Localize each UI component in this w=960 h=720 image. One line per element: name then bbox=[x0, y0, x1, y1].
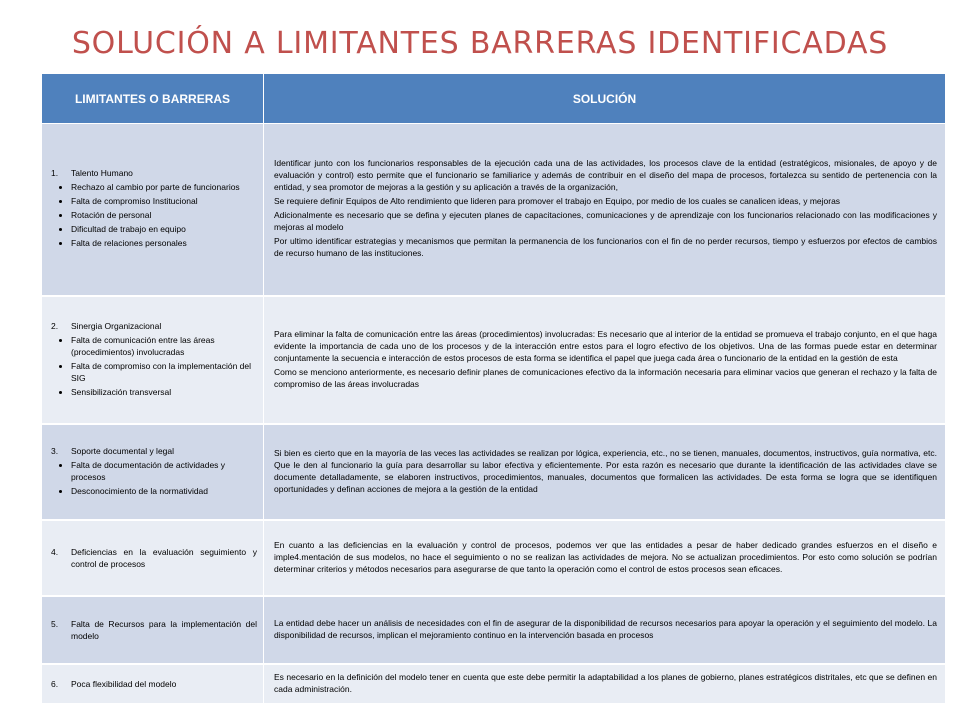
list-item: • Falta de compromiso Institucional bbox=[71, 195, 257, 207]
barrier-title-text: Poca flexibilidad del modelo bbox=[71, 678, 177, 689]
solution-cell bbox=[264, 124, 946, 296]
list-item: • Dificultad de trabajo en equipo bbox=[71, 223, 257, 235]
header-limitantes: LIMITANTES O BARRERAS bbox=[42, 74, 264, 124]
solution-cell bbox=[264, 520, 946, 596]
table-row bbox=[42, 520, 946, 596]
list-item: • Desconocimiento de la normatividad bbox=[71, 485, 257, 497]
table-row bbox=[42, 596, 946, 664]
barrier-number: 1. bbox=[51, 168, 59, 179]
barrier-title-text: Sinergia Organizacional bbox=[71, 320, 162, 331]
barriers-solutions-table bbox=[41, 73, 946, 705]
barrier-title-text: Soporte documental y legal bbox=[71, 445, 175, 456]
solution-paragraph: Adicionalmente es necesario que se defina y ejecuten planes de capacitaciones, comunicaciones y de aprendizaje con los funcionarios relacionado con las modificaciones y mejoras al modelo bbox=[274, 210, 937, 233]
barrier-title bbox=[51, 546, 257, 570]
barrier-title bbox=[51, 167, 257, 179]
barrier-cell bbox=[42, 664, 264, 704]
barrier-number: 6. bbox=[51, 678, 59, 689]
slide-title: SOLUCIÓN A LIMITANTES BARRERAS IDENTIFICADAS bbox=[71, 26, 889, 61]
barrier-cell bbox=[42, 596, 264, 664]
list-item: • Rechazo al cambio por parte de funcionarios bbox=[71, 181, 257, 193]
barrier-bullet-list bbox=[51, 459, 257, 497]
list-item: • Falta de documentación de actividades y procesos bbox=[71, 459, 257, 483]
barrier-title bbox=[51, 320, 257, 332]
solution-paragraph: Por ultimo identificar estrategias y mecanismos que permitan la permanencia de los funcionarios con el fin de no perder recursos, tiempo y esfuerzos por efectos de cambios de recurso humano de las instituciones. bbox=[274, 236, 937, 259]
barrier-title-text: Talento Humano bbox=[71, 168, 133, 179]
barrier-bullet-list bbox=[51, 181, 257, 249]
barrier-cell bbox=[42, 424, 264, 520]
barrier-number: 4. bbox=[51, 546, 59, 557]
solution-cell bbox=[264, 596, 946, 664]
barrier-number: 2. bbox=[51, 320, 59, 331]
header-solucion: SOLUCIÓN bbox=[264, 74, 946, 124]
list-item: • Falta de comunicación entre las áreas (procedimientos) involucradas bbox=[71, 334, 257, 358]
table-row bbox=[42, 424, 946, 520]
barrier-number: 5. bbox=[51, 618, 59, 629]
barrier-cell bbox=[42, 520, 264, 596]
solution-paragraph: Identificar junto con los funcionarios responsables de la ejecución cada una de las actividades, los procesos clave de la entidad (estratégicos, misionales, de apoyo y de evaluación y control) esto permite que el funcionario se familiarice y además de contribuir en el diseño del mapa de procesos, fortalezca su sentido de pertenencia con la entidad, y sea promotor de mejoras a la gestión y su aplicación a través de la organización, bbox=[274, 158, 937, 193]
solution-paragraph: La entidad debe hacer un análisis de necesidades con el fin de asegurar de la disponibilidad de recursos necesarios para apoyar la operación y el seguimiento del modelo. La disponibilidad de recursos, implican el mejoramiento continuo en la intervención basada en procesos bbox=[274, 617, 937, 640]
solution-paragraph: Si bien es cierto que en la mayoría de las veces las actividades se realizan por lógica, experiencia, etc., no se tienen, manuales, documentos, instructivos, guía normativa, etc. Que le den al funcionario la guía para desarrollar su labor efectiva y eficientemente. Por esta razón es necesario que durante la identificación de las actividades clave se documente detalladamente, se elaboren instructivos, procedimientos, manuales, documentos que formalicen las actividades. De esta forma se logra que se identifiquen oportunidades y definan acciones de mejora a la gestión de la entidad bbox=[274, 447, 937, 494]
barrier-title-text: Falta de Recursos para la implementación del modelo bbox=[71, 618, 257, 641]
solution-paragraph: Como se menciono anteriormente, es necesario definir planes de comunicaciones efectivo da la información necesaria para eliminar vacios que generan el rechazo y la falta de compromiso de las áreas involucradas bbox=[274, 366, 937, 389]
table-row bbox=[42, 664, 946, 704]
list-item: • Falta de relaciones personales bbox=[71, 237, 257, 249]
solution-cell bbox=[264, 296, 946, 424]
barrier-title bbox=[51, 618, 257, 642]
table-row bbox=[42, 124, 946, 296]
solution-cell bbox=[264, 424, 946, 520]
barrier-title bbox=[51, 445, 257, 457]
solution-paragraph: Se requiere definir Equipos de Alto rendimiento que lideren para promover el trabajo en Equipo, por medio de los cuales se canalicen ideas, y mejoras bbox=[274, 196, 841, 207]
solution-paragraph: Para eliminar la falta de comunicación entre las áreas (procedimientos) involucradas: Es necesario que al interior de la entidad se promueva el trabajo conjunto, en el que haga evidente la importancia de cada uno de los procesos y de la interacción entre estos para el logro efectivo de los objetivos. Una de las formas puede estar en determinar conjuntamente la secuencia e interacción de estos procesos de esta forma se identifica el papel que juega cada área o funcionario de la entidad en la gestión de esta bbox=[274, 328, 937, 363]
barrier-cell bbox=[42, 296, 264, 424]
list-item: • Sensibilización transversal bbox=[71, 386, 257, 398]
barrier-title bbox=[51, 678, 257, 690]
table-row bbox=[42, 296, 946, 424]
barrier-bullet-list bbox=[51, 334, 257, 398]
list-item: • Falta de compromiso con la implementación del SIG bbox=[71, 360, 257, 384]
solution-cell bbox=[264, 664, 946, 704]
solution-paragraph: Es necesario en la definición del modelo tener en cuenta que este debe permitir la adaptabilidad a los planes de gobierno, planes estratégicos distritales, etc que se definen en cada administración. bbox=[274, 671, 937, 694]
list-item: • Rotación de personal bbox=[71, 209, 257, 221]
barrier-cell bbox=[42, 124, 264, 296]
table-header-row bbox=[42, 74, 946, 124]
barrier-number: 3. bbox=[51, 445, 59, 456]
solution-paragraph: En cuanto a las deficiencias en la evaluación y control de procesos, podemos ver que las entidades a pesar de haber dedicado grandes esfuerzos en el diseño e imple4.mentación de sus modelos, no hace el seguimiento o no se realizan las actividades de mejora. No se actualizan procedimientos. Por esto como solución se podrían determinar criterios y métodos necesarios para asegurarse de que tanto la operación como el control de estos procesos sean eficaces. bbox=[274, 539, 937, 574]
barrier-title-text: Deficiencias en la evaluación seguimiento y control de procesos bbox=[71, 546, 257, 569]
